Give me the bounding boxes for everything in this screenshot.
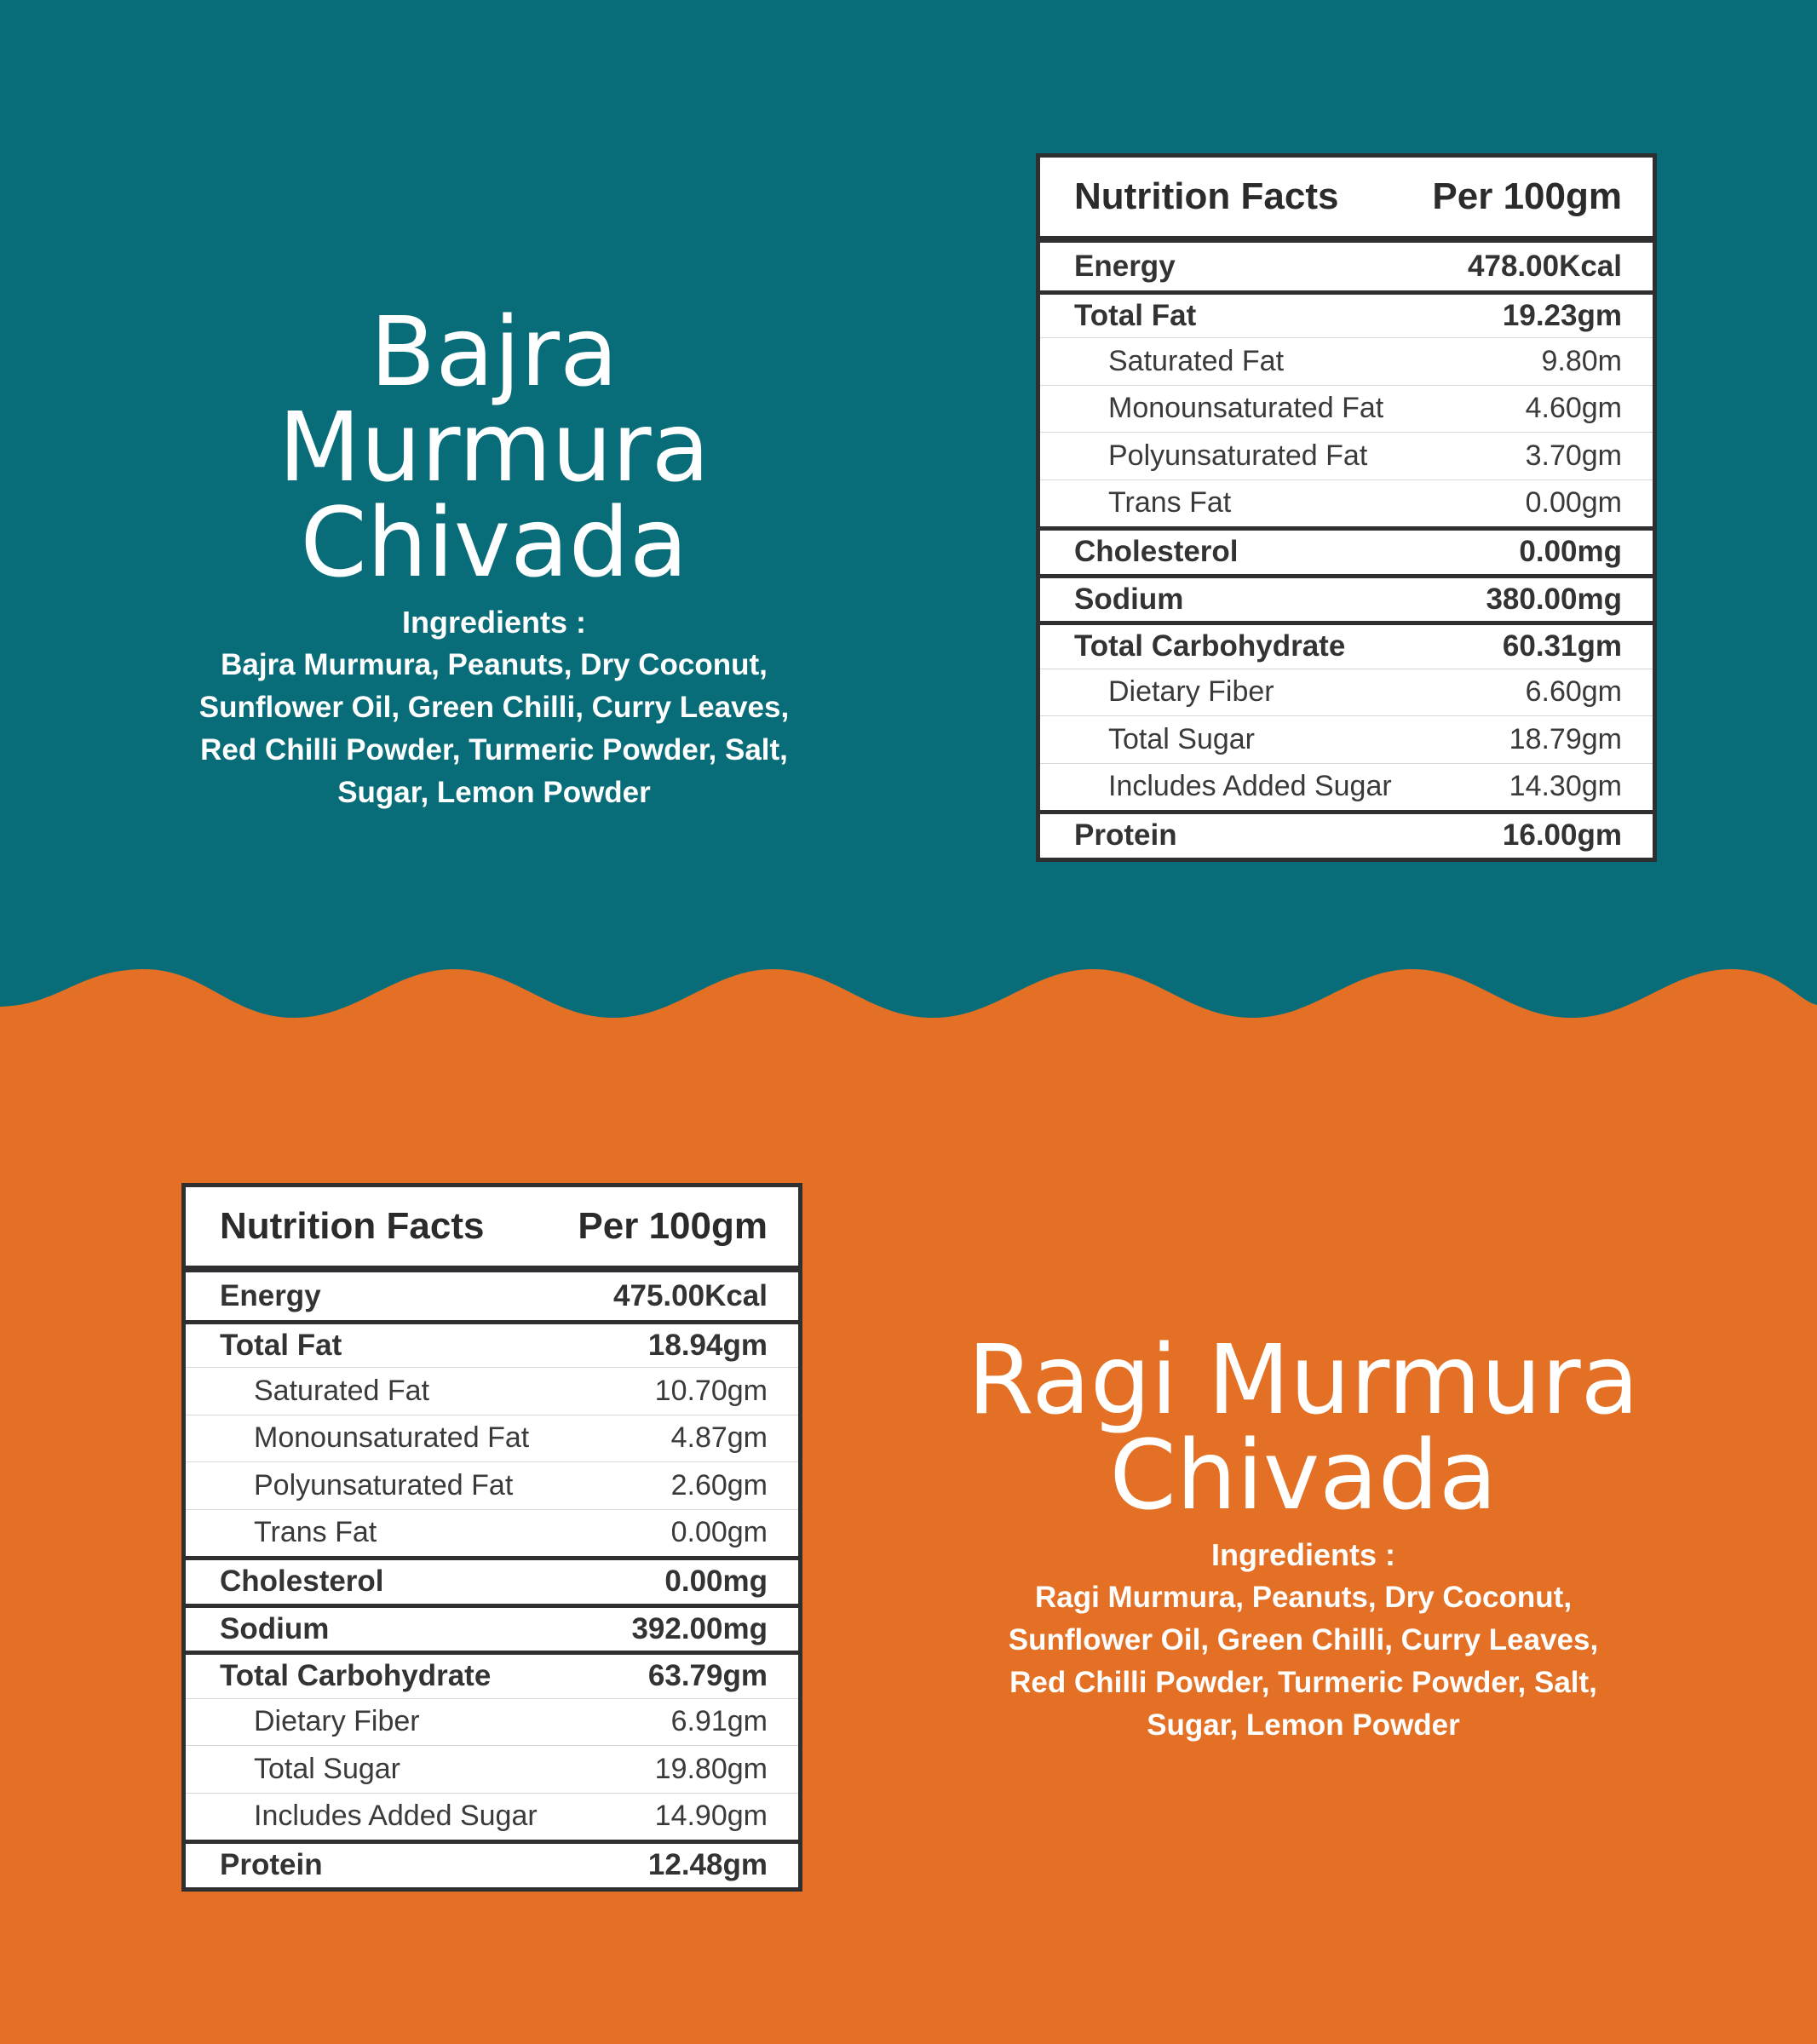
nutrient-value: 475.00Kcal: [613, 1278, 768, 1312]
nutrient-value: 4.87gm: [670, 1421, 768, 1455]
nutrient-value: 10.70gm: [654, 1374, 768, 1407]
nutrient-label: Cholesterol: [220, 1565, 384, 1599]
top-product-info: [153, 297, 835, 814]
product-name-line1: Bajra Murmura: [278, 297, 710, 503]
nutrition-facts-table-bajra: [1036, 153, 1657, 862]
nutrient-label: Sodium: [1074, 582, 1184, 616]
nutrient-label: Total Carbohydrate: [1074, 629, 1346, 663]
nutrient-value: 6.91gm: [670, 1705, 768, 1738]
nutrient-value: 6.60gm: [1525, 675, 1622, 709]
nutrient-label: Cholesterol: [1074, 535, 1239, 569]
nutrient-value: 14.30gm: [1509, 770, 1622, 803]
nutrient-value: 4.60gm: [1525, 392, 1622, 425]
nutrient-label: Includes Added Sugar: [254, 1800, 538, 1833]
ingredients-label: Ingredients :: [401, 605, 587, 640]
ingredients-line: Sugar, Lemon Powder: [1147, 1708, 1460, 1742]
nutrient-row: [1040, 337, 1653, 385]
nutrient-label: Total Fat: [220, 1328, 342, 1362]
nutrient-value: 0.00mg: [664, 1565, 768, 1599]
nutrient-value: 0.00gm: [1525, 486, 1622, 520]
nutrient-value: 0.00mg: [1519, 535, 1622, 569]
nutrient-label: Includes Added Sugar: [1108, 770, 1392, 803]
nutrient-label: Monounsaturated Fat: [1108, 392, 1384, 425]
nutrition-facts-title: Nutrition Facts: [220, 1205, 485, 1247]
nutrient-label: Total Carbohydrate: [220, 1659, 492, 1693]
nutrient-label: Total Fat: [1074, 298, 1197, 332]
nutrient-row: [1040, 669, 1653, 716]
nutrient-label: Energy: [1074, 249, 1176, 283]
nutrient-row: [186, 1793, 798, 1840]
nutrient-row: [186, 1461, 798, 1509]
nutrition-facts-title: Nutrition Facts: [1074, 175, 1339, 217]
nutrient-value: 19.23gm: [1502, 298, 1622, 332]
nutrient-label: Protein: [1074, 818, 1177, 853]
nutrient-label: Monounsaturated Fat: [254, 1421, 530, 1455]
nutrient-label: Energy: [220, 1278, 321, 1312]
per-serving-label: Per 100gm: [578, 1205, 768, 1247]
nutrient-row: [1040, 432, 1653, 479]
nutrient-row: [186, 1840, 798, 1887]
nutrient-value: 14.90gm: [654, 1800, 768, 1833]
nutrient-value: 16.00gm: [1502, 818, 1622, 853]
nutrient-value: 60.31gm: [1502, 629, 1622, 663]
nutrient-label: Dietary Fiber: [254, 1705, 420, 1738]
nutrient-label: Dietary Fiber: [1108, 675, 1274, 709]
product-name-line2: Chivada: [1109, 1421, 1498, 1531]
nutrient-label: Total Sugar: [254, 1752, 400, 1785]
per-serving-label: Per 100gm: [1432, 175, 1622, 217]
bottom-product-info: [963, 1325, 1644, 1747]
nutrient-label: Protein: [220, 1848, 323, 1882]
ingredients-line: Sunflower Oil, Green Chilli, Curry Leaves,: [1008, 1623, 1599, 1656]
nutrient-value: 63.79gm: [647, 1659, 768, 1693]
nutrient-value: 19.80gm: [654, 1752, 768, 1785]
nutrient-value: 18.94gm: [647, 1328, 768, 1362]
nutrient-row: [186, 1367, 798, 1415]
ingredients-line: Sugar, Lemon Powder: [337, 776, 651, 809]
ingredients-line: Red Chilli Powder, Turmeric Powder, Salt,: [200, 733, 788, 766]
nutrient-row: [1040, 621, 1653, 669]
nutrient-row: [186, 1651, 798, 1698]
nutrient-row: [1040, 479, 1653, 527]
nutrition-facts-header: [1040, 158, 1653, 243]
ingredients-line: Ragi Murmura, Peanuts, Dry Coconut,: [1034, 1581, 1573, 1614]
nutrient-row: [1040, 385, 1653, 433]
nutrient-label: Saturated Fat: [1108, 344, 1285, 377]
nutrient-value: 3.70gm: [1525, 439, 1622, 472]
nutrient-row: [186, 1604, 798, 1651]
nutrient-value: 12.48gm: [647, 1848, 768, 1882]
ingredients-line: Bajra Murmura, Peanuts, Dry Coconut,: [221, 648, 768, 681]
nutrient-row: [186, 1556, 798, 1604]
nutrient-row: [1040, 243, 1653, 290]
nutrient-label: Sodium: [220, 1611, 330, 1645]
nutrient-row: [186, 1745, 798, 1793]
nutrition-facts-header: [186, 1187, 798, 1272]
nutrient-label: Polyunsaturated Fat: [1108, 439, 1368, 472]
nutrient-row: [186, 1509, 798, 1557]
nutrient-value: 18.79gm: [1509, 722, 1622, 755]
nutrient-row: [1040, 574, 1653, 622]
nutrient-label: Polyunsaturated Fat: [254, 1468, 514, 1501]
nutrient-row: [1040, 715, 1653, 763]
nutrient-row: [186, 1320, 798, 1368]
nutrition-facts-table-ragi: [181, 1183, 802, 1892]
nutrient-label: Trans Fat: [1108, 486, 1232, 520]
ingredients-line: Sunflower Oil, Green Chilli, Curry Leaves,: [198, 691, 790, 724]
nutrient-row: [1040, 810, 1653, 858]
nutrient-label: Saturated Fat: [254, 1374, 430, 1407]
nutrient-row: [186, 1698, 798, 1746]
nutrient-value: 9.80m: [1541, 344, 1622, 377]
nutrient-row: [186, 1272, 798, 1320]
nutrient-value: 392.00mg: [631, 1611, 768, 1645]
ingredients-label: Ingredients :: [1210, 1537, 1396, 1572]
nutrient-value: 478.00Kcal: [1468, 249, 1622, 283]
nutrient-label: Trans Fat: [254, 1516, 377, 1549]
nutrient-value: 2.60gm: [670, 1468, 768, 1501]
nutrient-row: [1040, 526, 1653, 574]
product-name-line2: Chivada: [300, 488, 688, 599]
nutrient-value: 0.00gm: [670, 1516, 768, 1549]
ingredients-line: Red Chilli Powder, Turmeric Powder, Salt,: [1009, 1666, 1597, 1699]
nutrient-row: [1040, 290, 1653, 338]
nutrient-row: [1040, 763, 1653, 811]
product-name-line1: Ragi Murmura: [967, 1325, 1640, 1436]
nutrient-label: Total Sugar: [1108, 722, 1255, 755]
nutrient-row: [186, 1415, 798, 1462]
nutrient-value: 380.00mg: [1486, 582, 1622, 616]
